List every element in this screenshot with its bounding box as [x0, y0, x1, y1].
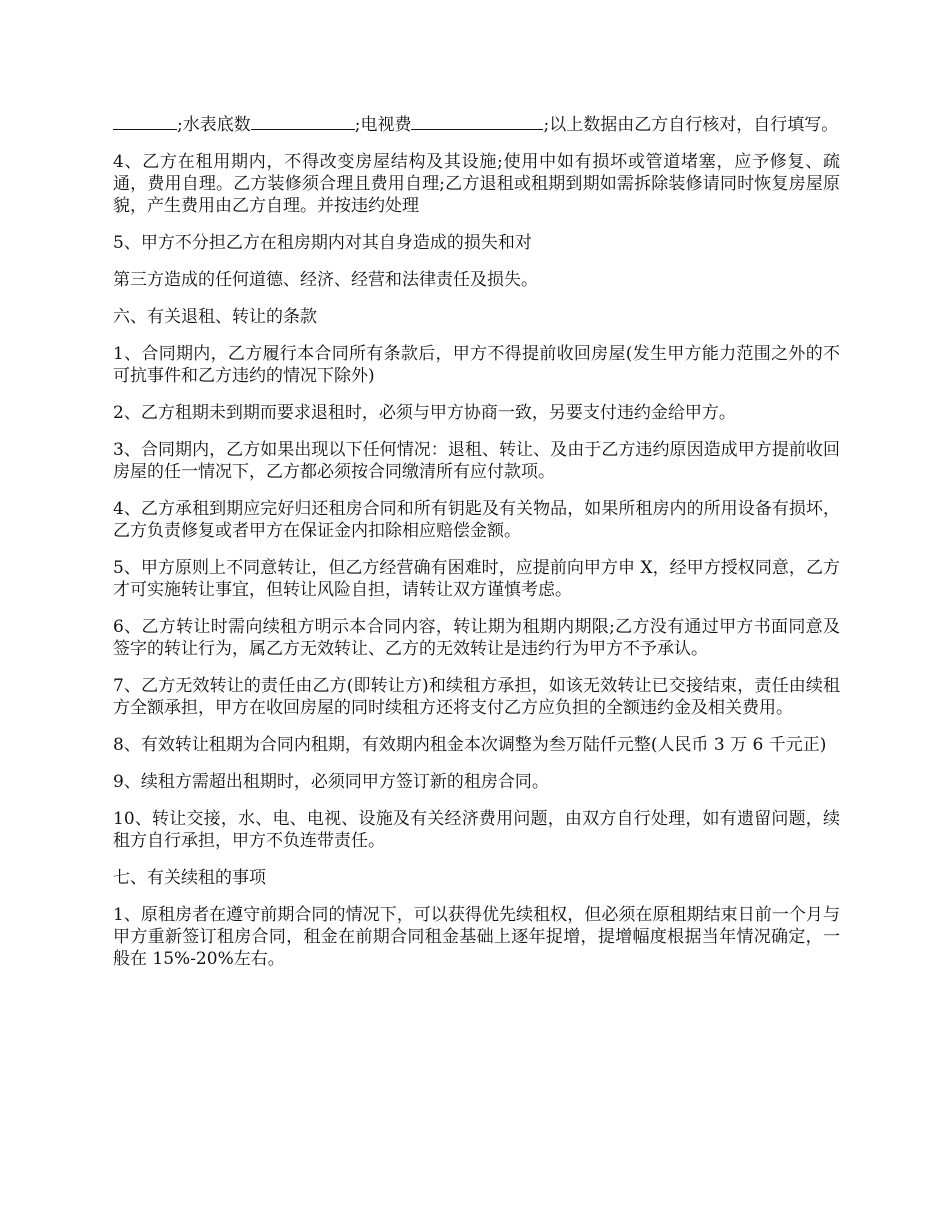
clause-paragraph: 1、合同期内，乙方履行本合同所有条款后，甲方不得提前收回房屋(发生甲方能力范围之外的不可抗事件和乙方违约的情况下除外) [113, 344, 840, 386]
meter-text-1: ;水表底数 [177, 115, 251, 135]
meter-readings-line [113, 113, 840, 136]
clause-paragraph: 9、续租方需超出租期时，必须同甲方签订新的租房合同。 [113, 772, 549, 792]
clause-paragraph: 8、有效转让租期为合同内租期，有效期内租金本次调整为叁万陆仟元整(人民币 3 万 6 千元正) [113, 735, 827, 755]
clause-paragraph: 5、甲方原则上不同意转让，但乙方经营确有困难时，应提前向甲方申 X，经甲方授权同意，乙方才可实施转让事宜，但转让风险自担，请转让双方谨慎考虑。 [113, 558, 840, 600]
section-heading: 七、有关续租的事项 [113, 868, 266, 888]
clause-paragraph: 第三方造成的任何道德、经济、经营和法律责任及损失。 [113, 270, 538, 290]
blank-field [113, 113, 177, 130]
meter-text-3: ;以上数据由乙方自行核对，自行填写。 [543, 115, 839, 135]
clause-paragraph: 10、转让交接，水、电、电视、设施及有关经济费用问题，由双方自行处理，如有遗留问题，续租方自行承担，甲方不负连带责任。 [113, 809, 840, 851]
blank-field [251, 113, 355, 130]
document-page [113, 113, 840, 985]
blank-field [411, 113, 543, 130]
meter-text-2: ;电视费 [354, 115, 412, 135]
clause-paragraph: 7、乙方无效转让的责任由乙方(即转让方)和续租方承担，如该无效转让已交接结束，责任由续租方全额承担，甲方在收回房屋的同时续租方还将支付乙方应负担的全额违约金及相关费用。 [113, 676, 840, 718]
section-heading: 六、有关退租、转让的条款 [113, 307, 317, 327]
clause-paragraph: 5、甲方不分担乙方在租房期内对其自身造成的损失和对 [113, 233, 532, 253]
clause-paragraph: 2、乙方租期未到期而要求退租时，必须与甲方协商一致，另要支付违约金给甲方。 [113, 403, 736, 423]
clause-paragraph: 3、合同期内，乙方如果出现以下任何情况：退租、转让、及由于乙方违约原因造成甲方提前收回房屋的任一情况下，乙方都必须按合同缴清所有应付款项。 [113, 440, 840, 482]
clause-paragraph: 1、原租房者在遵守前期合同的情况下，可以获得优先续租权，但必须在原租期结束日前一个月与甲方重新签订租房合同，租金在前期合同租金基础上逐年捉增，提增幅度根据当年情况确定，一般在 15%-20%左右。 [113, 905, 840, 969]
clause-paragraph: 4、乙方在租用期内，不得改变房屋结构及其设施;使用中如有损坏或管道堵塞，应予修复、疏通，费用自理。乙方装修须合理且费用自理;乙方退租或租期到期如需拆除装修请同时恢复房屋原貌，产生费用由乙方自理。并按违约处理 [113, 152, 840, 216]
clause-paragraph: 6、乙方转让时需向续租方明示本合同内容，转让期为租期内期限;乙方没有通过甲方书面同意及签字的转让行为，属乙方无效转让、乙方的无效转让是违约行为甲方不予承认。 [113, 617, 840, 659]
clause-paragraph: 4、乙方承租到期应完好归还租房合同和所有钥匙及有关物品，如果所租房内的所用设备有损坏，乙方负责修复或者甲方在保证金内扣除相应赔偿金额。 [113, 499, 840, 541]
